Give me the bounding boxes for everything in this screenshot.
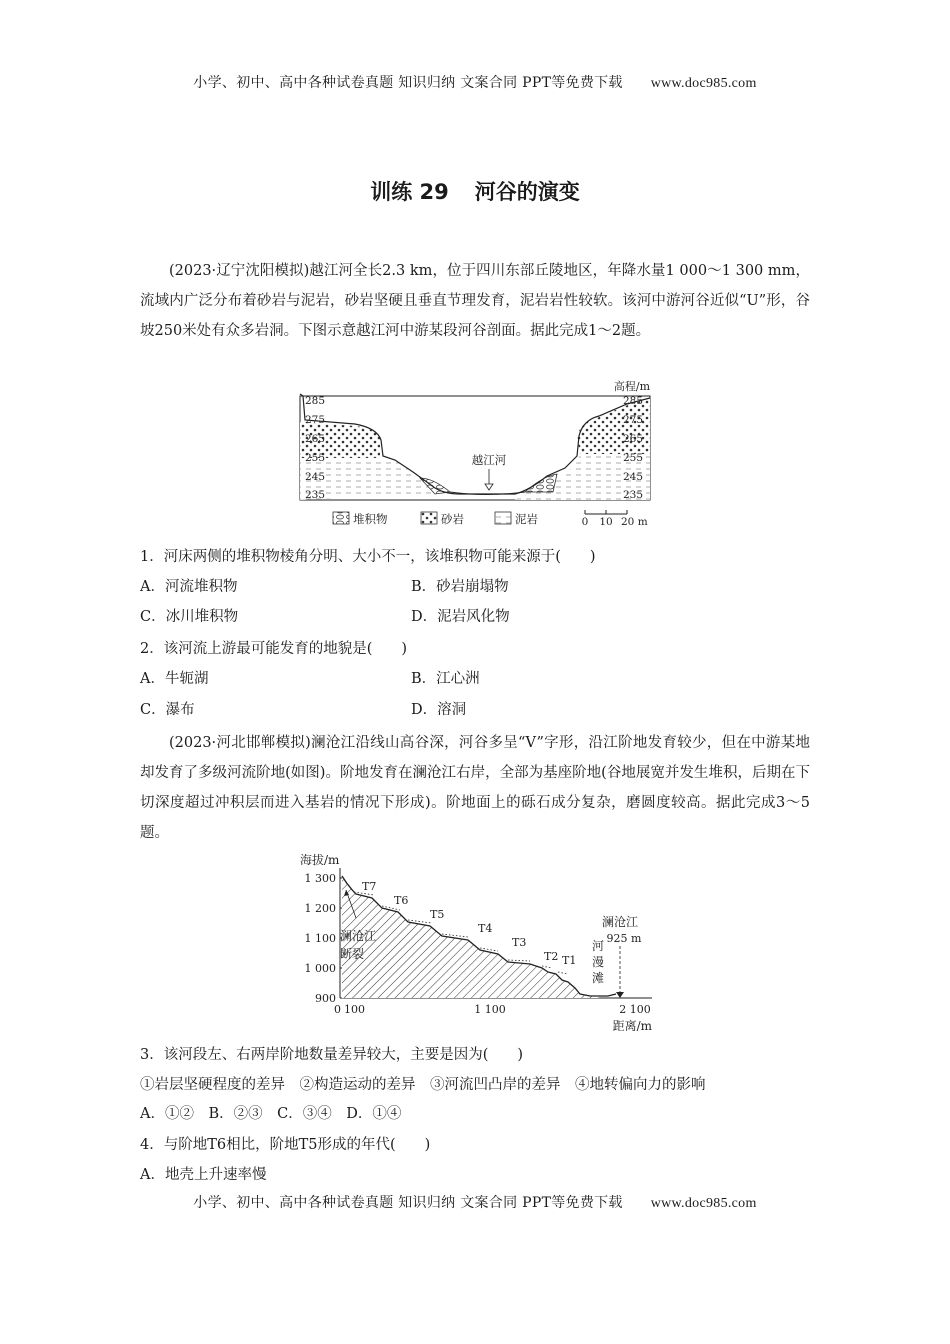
q2-option-c[interactable]: C．瀑布	[140, 702, 195, 718]
x-tick: 0	[334, 1003, 341, 1016]
legend-sandstone: 砂岩	[441, 512, 464, 526]
question-2-stem: 2．该河流上游最可能发育的地貌是( )	[140, 641, 408, 657]
river-label: 越江河	[471, 453, 507, 467]
y-tick: 1 100	[304, 932, 336, 945]
floodplain-1: 河	[592, 939, 605, 953]
q1-option-d[interactable]: D．泥岩风化物	[411, 609, 510, 625]
passage-2: (2023·河北邯郸模拟)澜沧江沿线山高谷深，河谷多呈“V”字形，沿江阶地发育较少，但在中游某地却发育了多级河流阶地(如图)。阶地发育在澜沧江右岸，全部为基座阶地(谷地展宽并发生堆积，后期在下切深度超过冲积层而进入基岩的情况下形成)。阶地面上的砾石成分复杂，磨圆度较高。据此完成3～5题。	[140, 735, 810, 841]
scale-zero: 0	[581, 516, 589, 528]
right-tick: 245	[622, 471, 643, 483]
q3-options[interactable]: A．①② B．②③ C．③④ D．①④	[140, 1106, 402, 1122]
title-label: 训练 29	[370, 180, 449, 204]
left-tick: 275	[305, 414, 326, 426]
scale-mid: 10	[599, 516, 613, 528]
page-header	[0, 72, 950, 92]
legend-deposit: 堆积物	[353, 512, 388, 526]
q2-option-b[interactable]: B．江心洲	[411, 671, 480, 687]
left-tick: 265	[305, 433, 326, 445]
scale-max: 20 m	[621, 516, 648, 528]
fig2-x-ticks	[334, 1003, 651, 1016]
terrace-t4: T4	[478, 922, 493, 935]
right-tick: 235	[622, 489, 643, 501]
q3-items: ①岩层坚硬程度的差异 ②构造运动的差异 ③河流凹凸岸的差异 ④地转偏向力的影响	[140, 1077, 706, 1093]
title-name: 河谷的演变	[474, 180, 580, 204]
terrace-t5: T5	[430, 908, 445, 921]
terrace-t1: T1	[562, 954, 577, 967]
fault-label-1: 澜沧江	[340, 929, 377, 943]
fig2-y-label: 海拔/m	[300, 853, 340, 867]
footer-site-link[interactable]: www.doc985.com	[650, 1196, 757, 1211]
floodplain-2: 漫	[592, 955, 605, 969]
header-text: 小学、初中、高中各种试卷真题 知识归纳 文案合同 PPT等免费下载	[193, 75, 623, 91]
q1-option-a[interactable]: A．河流堆积物	[140, 579, 238, 595]
river-elevation: 925 m	[606, 932, 642, 945]
river-name: 澜沧江	[601, 915, 639, 929]
q1-option-c[interactable]: C．冰川堆积物	[140, 609, 239, 625]
y-tick: 1 200	[304, 902, 336, 915]
figure-1-valley-profile	[285, 376, 665, 534]
terrace-t6: T6	[394, 894, 409, 907]
y-tick: 1 300	[304, 872, 336, 885]
footer-text: 小学、初中、高中各种试卷真题 知识归纳 文案合同 PPT等免费下载	[193, 1195, 623, 1211]
fig2-x-label: 距离/m	[612, 1019, 652, 1033]
x-tick: 100	[344, 1003, 365, 1016]
left-tick: 235	[305, 489, 326, 501]
y-tick: 1 000	[304, 962, 336, 975]
question-3-stem: 3．该河段左、右两岸阶地数量差异较大，主要是因为( )	[140, 1047, 524, 1063]
page-footer	[0, 1192, 950, 1212]
right-tick: 275	[622, 414, 643, 426]
left-tick: 245	[305, 471, 326, 483]
right-tick: 255	[622, 452, 643, 464]
page-title	[0, 176, 950, 206]
header-site-link[interactable]: www.doc985.com	[650, 76, 757, 91]
terrace-t7: T7	[362, 880, 377, 893]
y-tick: 900	[315, 992, 336, 1005]
question-1-stem: 1．河床两侧的堆积物棱角分明、大小不一，该堆积物可能来源于( )	[140, 549, 596, 565]
left-tick: 285	[305, 395, 326, 407]
legend	[333, 512, 538, 526]
fig2-y-ticks	[305, 872, 337, 1005]
q1-option-b[interactable]: B．砂岩崩塌物	[411, 579, 509, 595]
passage-1: (2023·辽宁沈阳模拟)越江河全长2.3 km，位于四川东部丘陵地区，年降水量1 000～1 300 mm，流域内广泛分布着砂岩与泥岩，砂岩坚硬且垂直节理发育，泥岩岩性较软。该河中游河谷近似“U”形，谷坡250米处有众多岩洞。下图示意越江河中游某段河谷剖面。据此完成1～2题。	[140, 263, 810, 339]
left-tick: 255	[305, 452, 326, 464]
question-4-stem: 4．与阶地T6相比，阶地T5形成的年代( )	[140, 1137, 431, 1153]
fault-label-2: 断裂	[340, 947, 365, 961]
figure-2-terrace-profile	[290, 848, 670, 1034]
q2-option-d[interactable]: D．溶洞	[411, 702, 467, 718]
terrace-t2: T2	[544, 950, 559, 963]
legend-mudstone: 泥岩	[515, 512, 538, 526]
scale-bar	[582, 510, 648, 528]
terrace-t3: T3	[512, 936, 527, 949]
right-tick: 265	[622, 433, 643, 445]
right-tick: 285	[622, 395, 643, 407]
y-axis-label: 高程/m	[613, 380, 650, 393]
q2-option-a[interactable]: A．牛轭湖	[140, 671, 209, 687]
x-tick: 2 100	[619, 1003, 651, 1016]
x-tick: 1 100	[474, 1003, 506, 1016]
q4-option-a[interactable]: A．地壳上升速率慢	[140, 1167, 267, 1183]
floodplain-3: 滩	[592, 971, 605, 985]
